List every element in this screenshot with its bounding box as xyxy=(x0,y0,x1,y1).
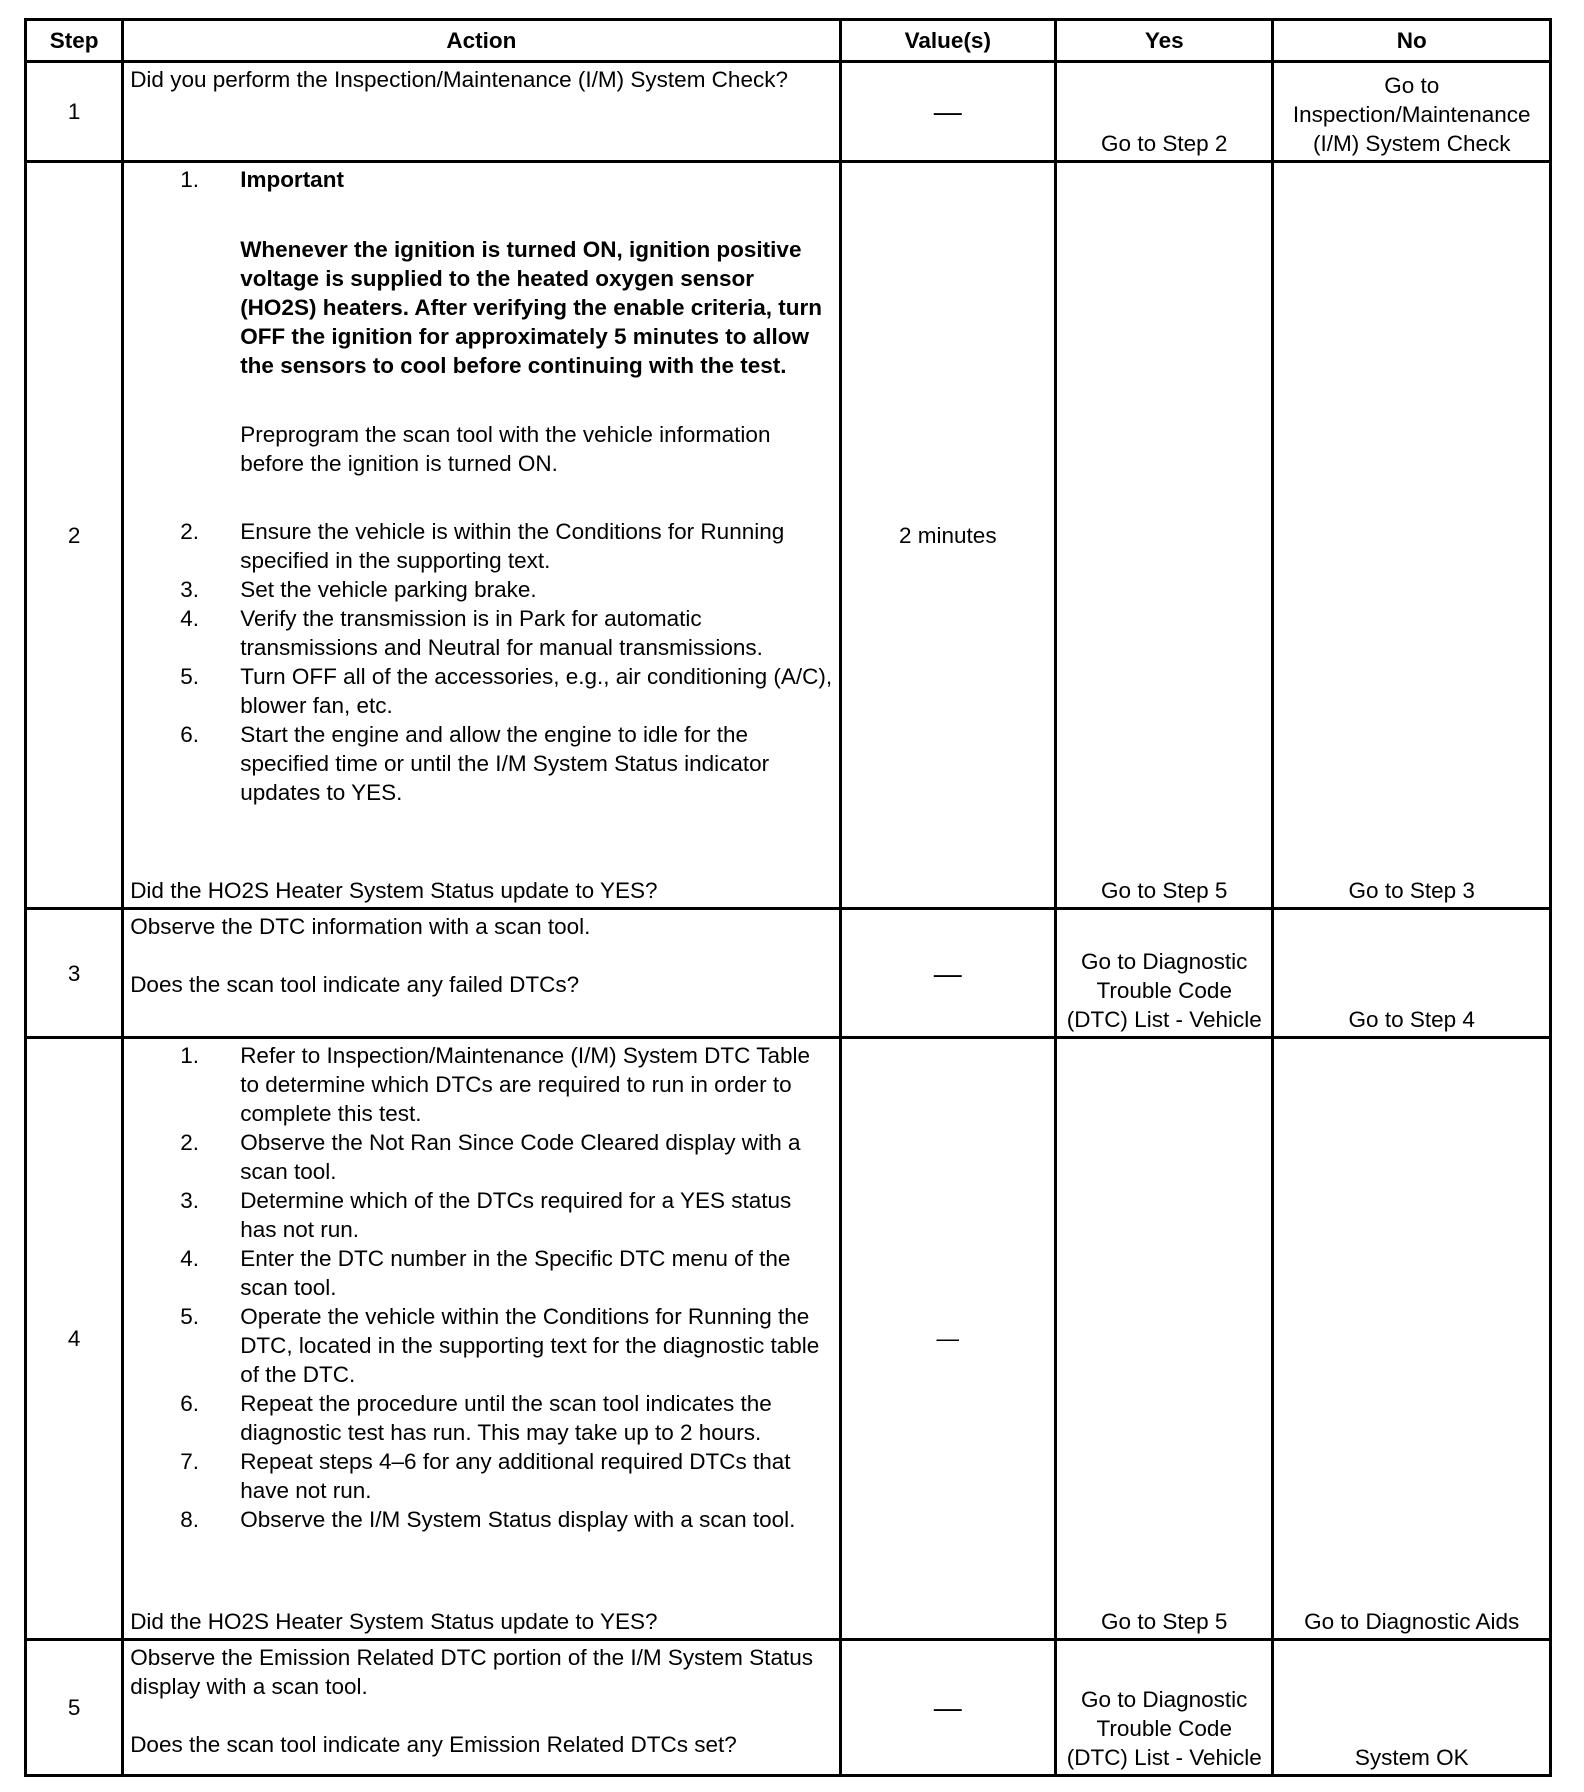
no-cell: Go to Inspection/Maintenance (I/M) System Check xyxy=(1273,62,1551,162)
action-question: Did the HO2S Heater System Status update to YES? xyxy=(130,1609,658,1634)
list-item: 2. Observe the Not Ran Since Code Cleared display with a scan tool. xyxy=(180,1130,801,1184)
action-cell xyxy=(123,1038,840,1640)
action-question: Does the scan tool indicate any Emission Related DTCs set? xyxy=(130,1732,737,1757)
action-cell xyxy=(123,62,840,162)
no-cell: Go to Step 4 xyxy=(1273,909,1551,1038)
list-item: 3. Determine which of the DTCs required for a YES status has not run. xyxy=(180,1188,792,1242)
list-item: 5. Turn OFF all of the accessories, e.g., air conditioning (A/C), blower fan, etc. xyxy=(180,664,833,718)
action-question: Did the HO2S Heater System Status update to YES? xyxy=(130,878,658,903)
step-number: 4 xyxy=(26,1038,123,1640)
list-item: 8. Observe the I/M System Status display with a scan tool. xyxy=(180,1507,796,1532)
table-row-step-5 xyxy=(26,1640,1551,1776)
no-cell: System OK xyxy=(1273,1640,1551,1776)
yes-cell: Go to Diagnostic Trouble Code (DTC) List - Vehicle xyxy=(1056,1640,1273,1776)
list-item: 4. Enter the DTC number in the Specific DTC menu of the scan tool. xyxy=(180,1246,791,1300)
header-action: Action xyxy=(123,20,840,62)
value-cell: — xyxy=(840,1640,1055,1776)
list-item: 2. Ensure the vehicle is within the Conditions for Running specified in the supporting text. xyxy=(180,519,785,573)
action-steps-list xyxy=(130,165,832,807)
action-text: Observe the DTC information with a scan tool. xyxy=(130,914,591,939)
no-cell: Go to Step 3 xyxy=(1273,162,1551,909)
value-cell: — xyxy=(840,909,1055,1038)
list-item: 6. Repeat the procedure until the scan tool indicates the diagnostic test has run. This may take up to 2 hours. xyxy=(180,1391,772,1445)
list-item: 6. Start the engine and allow the engine to idle for the specified time or until the I/M System Status indicator updates to YES. xyxy=(180,722,770,805)
action-cell xyxy=(123,162,840,909)
list-item: 1. Refer to Inspection/Maintenance (I/M) System DTC Table to determine which DTCs are required to run in order to complete this test. xyxy=(180,1043,811,1126)
list-item: 5. Operate the vehicle within the Conditions for Running the DTC, located in the supporting text for the diagnostic table of the DTC. xyxy=(180,1304,820,1387)
yes-cell: Go to Step 5 xyxy=(1056,162,1273,909)
list-item: 4. Verify the transmission is in Park for automatic transmissions and Neutral for manual transmissions. xyxy=(180,606,763,660)
table-row-step-1 xyxy=(26,62,1551,162)
step-number: 3 xyxy=(26,909,123,1038)
action-text: Did you perform the Inspection/Maintenance (I/M) System Check? xyxy=(130,67,788,92)
header-no: No xyxy=(1273,20,1551,62)
step-number: 2 xyxy=(26,162,123,909)
header-row xyxy=(26,20,1551,62)
action-question: Does the scan tool indicate any failed DTCs? xyxy=(130,972,580,997)
header-values: Value(s) xyxy=(840,20,1055,62)
diagnostic-table xyxy=(24,18,1552,1777)
yes-cell: Go to Step 5 xyxy=(1056,1038,1273,1640)
value-cell: — xyxy=(840,62,1055,162)
value-cell: — xyxy=(840,1038,1055,1640)
action-cell xyxy=(123,1640,840,1776)
table-row-step-3 xyxy=(26,909,1551,1038)
action-text: Observe the Emission Related DTC portion of the I/M System Status display with a scan tool. xyxy=(130,1645,813,1699)
preprogram-text: Preprogram the scan tool with the vehicle information before the ignition is turned ON. xyxy=(240,422,771,476)
step-number: 5 xyxy=(26,1640,123,1776)
action-steps-list xyxy=(130,1041,832,1534)
important-note: Whenever the ignition is turned ON, ignition positive voltage is supplied to the heated oxygen sensor (HO2S) heaters. After verifying the enable criteria, turn OFF the ignition for approximately 5 minutes to allow the sensors to cool before continuing with the test. xyxy=(240,237,823,378)
list-item: 1. Important Whenever the ignition is turned ON, ignition positive voltage is supplied to the heated oxygen sensor (HO2S) heaters. After verifying the enable criteria, turn OFF the ignition for approximately 5 minutes to allow the sensors to cool before continuing with the test. Preprogram the scan tool with the vehicle information before the ignition is turned ON. xyxy=(130,165,832,517)
list-item: 3. Set the vehicle parking brake. xyxy=(180,577,537,602)
yes-cell: Go to Step 2 xyxy=(1056,62,1273,162)
step-number: 1 xyxy=(26,62,123,162)
no-cell: Go to Diagnostic Aids xyxy=(1273,1038,1551,1640)
table-row-step-2 xyxy=(26,162,1551,909)
list-item: 7. Repeat steps 4–6 for any additional required DTCs that have not run. xyxy=(180,1449,791,1503)
table-row-step-4 xyxy=(26,1038,1551,1640)
action-cell xyxy=(123,909,840,1038)
value-cell: 2 minutes xyxy=(840,162,1055,909)
important-label: Important xyxy=(240,167,344,192)
yes-cell: Go to Diagnostic Trouble Code (DTC) List - Vehicle xyxy=(1056,909,1273,1038)
header-step: Step xyxy=(26,20,123,62)
header-yes: Yes xyxy=(1056,20,1273,62)
